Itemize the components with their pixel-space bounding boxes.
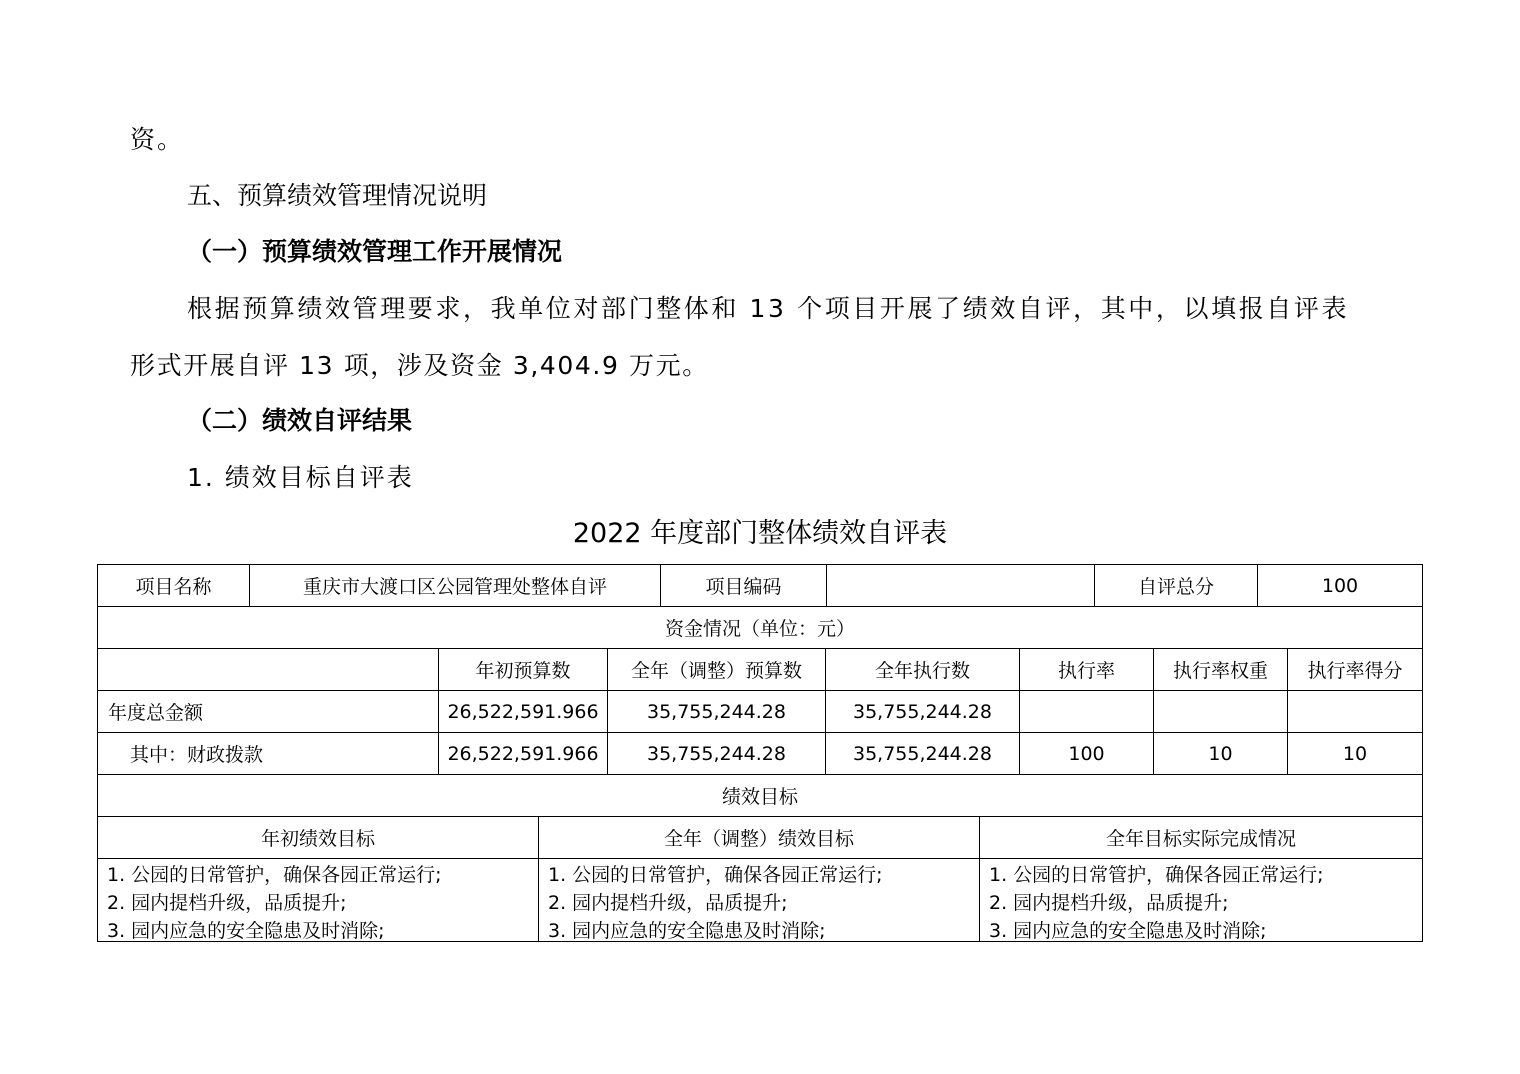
list-item: 3. 园内应急的安全隐患及时消除;: [548, 920, 826, 941]
item-heading: 1. 绩效目标自评表: [187, 463, 414, 492]
fund-row-total-rate: [1020, 691, 1154, 733]
performance-section-header: 绩效目标: [98, 775, 1422, 817]
perf-col-initial: 年初绩效目标: [98, 817, 539, 859]
project-code-value: [827, 565, 1095, 607]
list-item: 1. 公园的日常管护，确保各园正常运行;: [989, 864, 1324, 886]
list-item: 2. 园内提档升级，品质提升;: [989, 892, 1229, 914]
list-item: 3. 园内应急的安全隐患及时消除;: [107, 920, 385, 941]
self-evaluation-table: [97, 564, 1423, 942]
fund-col-exec-rate: 执行率: [1020, 649, 1154, 691]
list-item: 1. 公园的日常管护，确保各园正常运行;: [107, 864, 442, 886]
fund-row-total-label: 年度总金额: [98, 691, 439, 733]
fund-col-adjusted-budget: 全年（调整）预算数: [608, 649, 826, 691]
list-item: 2. 园内提档升级，品质提升;: [107, 892, 347, 914]
project-name-value: 重庆市大渡口区公园管理处整体自评: [250, 565, 661, 607]
list-item: 1. 公园的日常管护，确保各园正常运行;: [548, 864, 883, 886]
perf-col-actual: 全年目标实际完成情况: [980, 817, 1422, 859]
fund-row-fiscal-initial: 26,522,591.966: [439, 733, 608, 775]
perf-adjusted-targets: [539, 859, 980, 941]
paragraph-line-1: 根据预算绩效管理要求，我单位对部门整体和 13 个项目开展了绩效自评，其中，以填报自评表: [187, 294, 1350, 323]
subsection-heading-2: （二）绩效自评结果: [187, 406, 413, 435]
total-score-label: 自评总分: [1095, 565, 1258, 607]
fund-section-header: 资金情况（单位：元）: [98, 607, 1422, 649]
fund-row-fiscal-rate: 100: [1020, 733, 1154, 775]
list-item: 3. 园内应急的安全隐患及时消除;: [989, 920, 1267, 941]
fund-col-initial-budget: 年初预算数: [439, 649, 608, 691]
perf-initial-targets: [98, 859, 539, 941]
perf-col-adjusted: 全年（调整）绩效目标: [539, 817, 980, 859]
fund-col-rate-weight: 执行率权重: [1154, 649, 1288, 691]
fund-col-blank: [98, 649, 439, 691]
fund-row-total-adjusted: 35,755,244.28: [608, 691, 826, 733]
fund-row-fiscal-label: 其中：财政拨款: [98, 733, 439, 775]
fund-row-fiscal-executed: 35,755,244.28: [826, 733, 1020, 775]
fund-col-executed: 全年执行数: [826, 649, 1020, 691]
fund-row-total-score: [1288, 691, 1422, 733]
fund-row-total-initial: 26,522,591.966: [439, 691, 608, 733]
section-heading: 五、预算绩效管理情况说明: [187, 181, 488, 210]
continuation-text: 资。: [130, 125, 185, 154]
list-item: 2. 园内提档升级，品质提升;: [548, 892, 788, 914]
project-code-label: 项目编码: [661, 565, 827, 607]
table-title: 2022 年度部门整体绩效自评表: [572, 518, 948, 549]
total-score-value: 100: [1258, 565, 1422, 607]
project-name-label: 项目名称: [98, 565, 250, 607]
perf-actual-completion: [980, 859, 1422, 941]
fund-row-total-weight: [1154, 691, 1288, 733]
fund-row-fiscal-score: 10: [1288, 733, 1422, 775]
fund-row-fiscal-weight: 10: [1154, 733, 1288, 775]
paragraph-line-2: 形式开展自评 13 项，涉及资金 3,404.9 万元。: [130, 351, 709, 380]
fund-row-fiscal-adjusted: 35,755,244.28: [608, 733, 826, 775]
subsection-heading-1: （一）预算绩效管理工作开展情况: [187, 237, 563, 266]
fund-row-total-executed: 35,755,244.28: [826, 691, 1020, 733]
fund-col-rate-score: 执行率得分: [1288, 649, 1422, 691]
